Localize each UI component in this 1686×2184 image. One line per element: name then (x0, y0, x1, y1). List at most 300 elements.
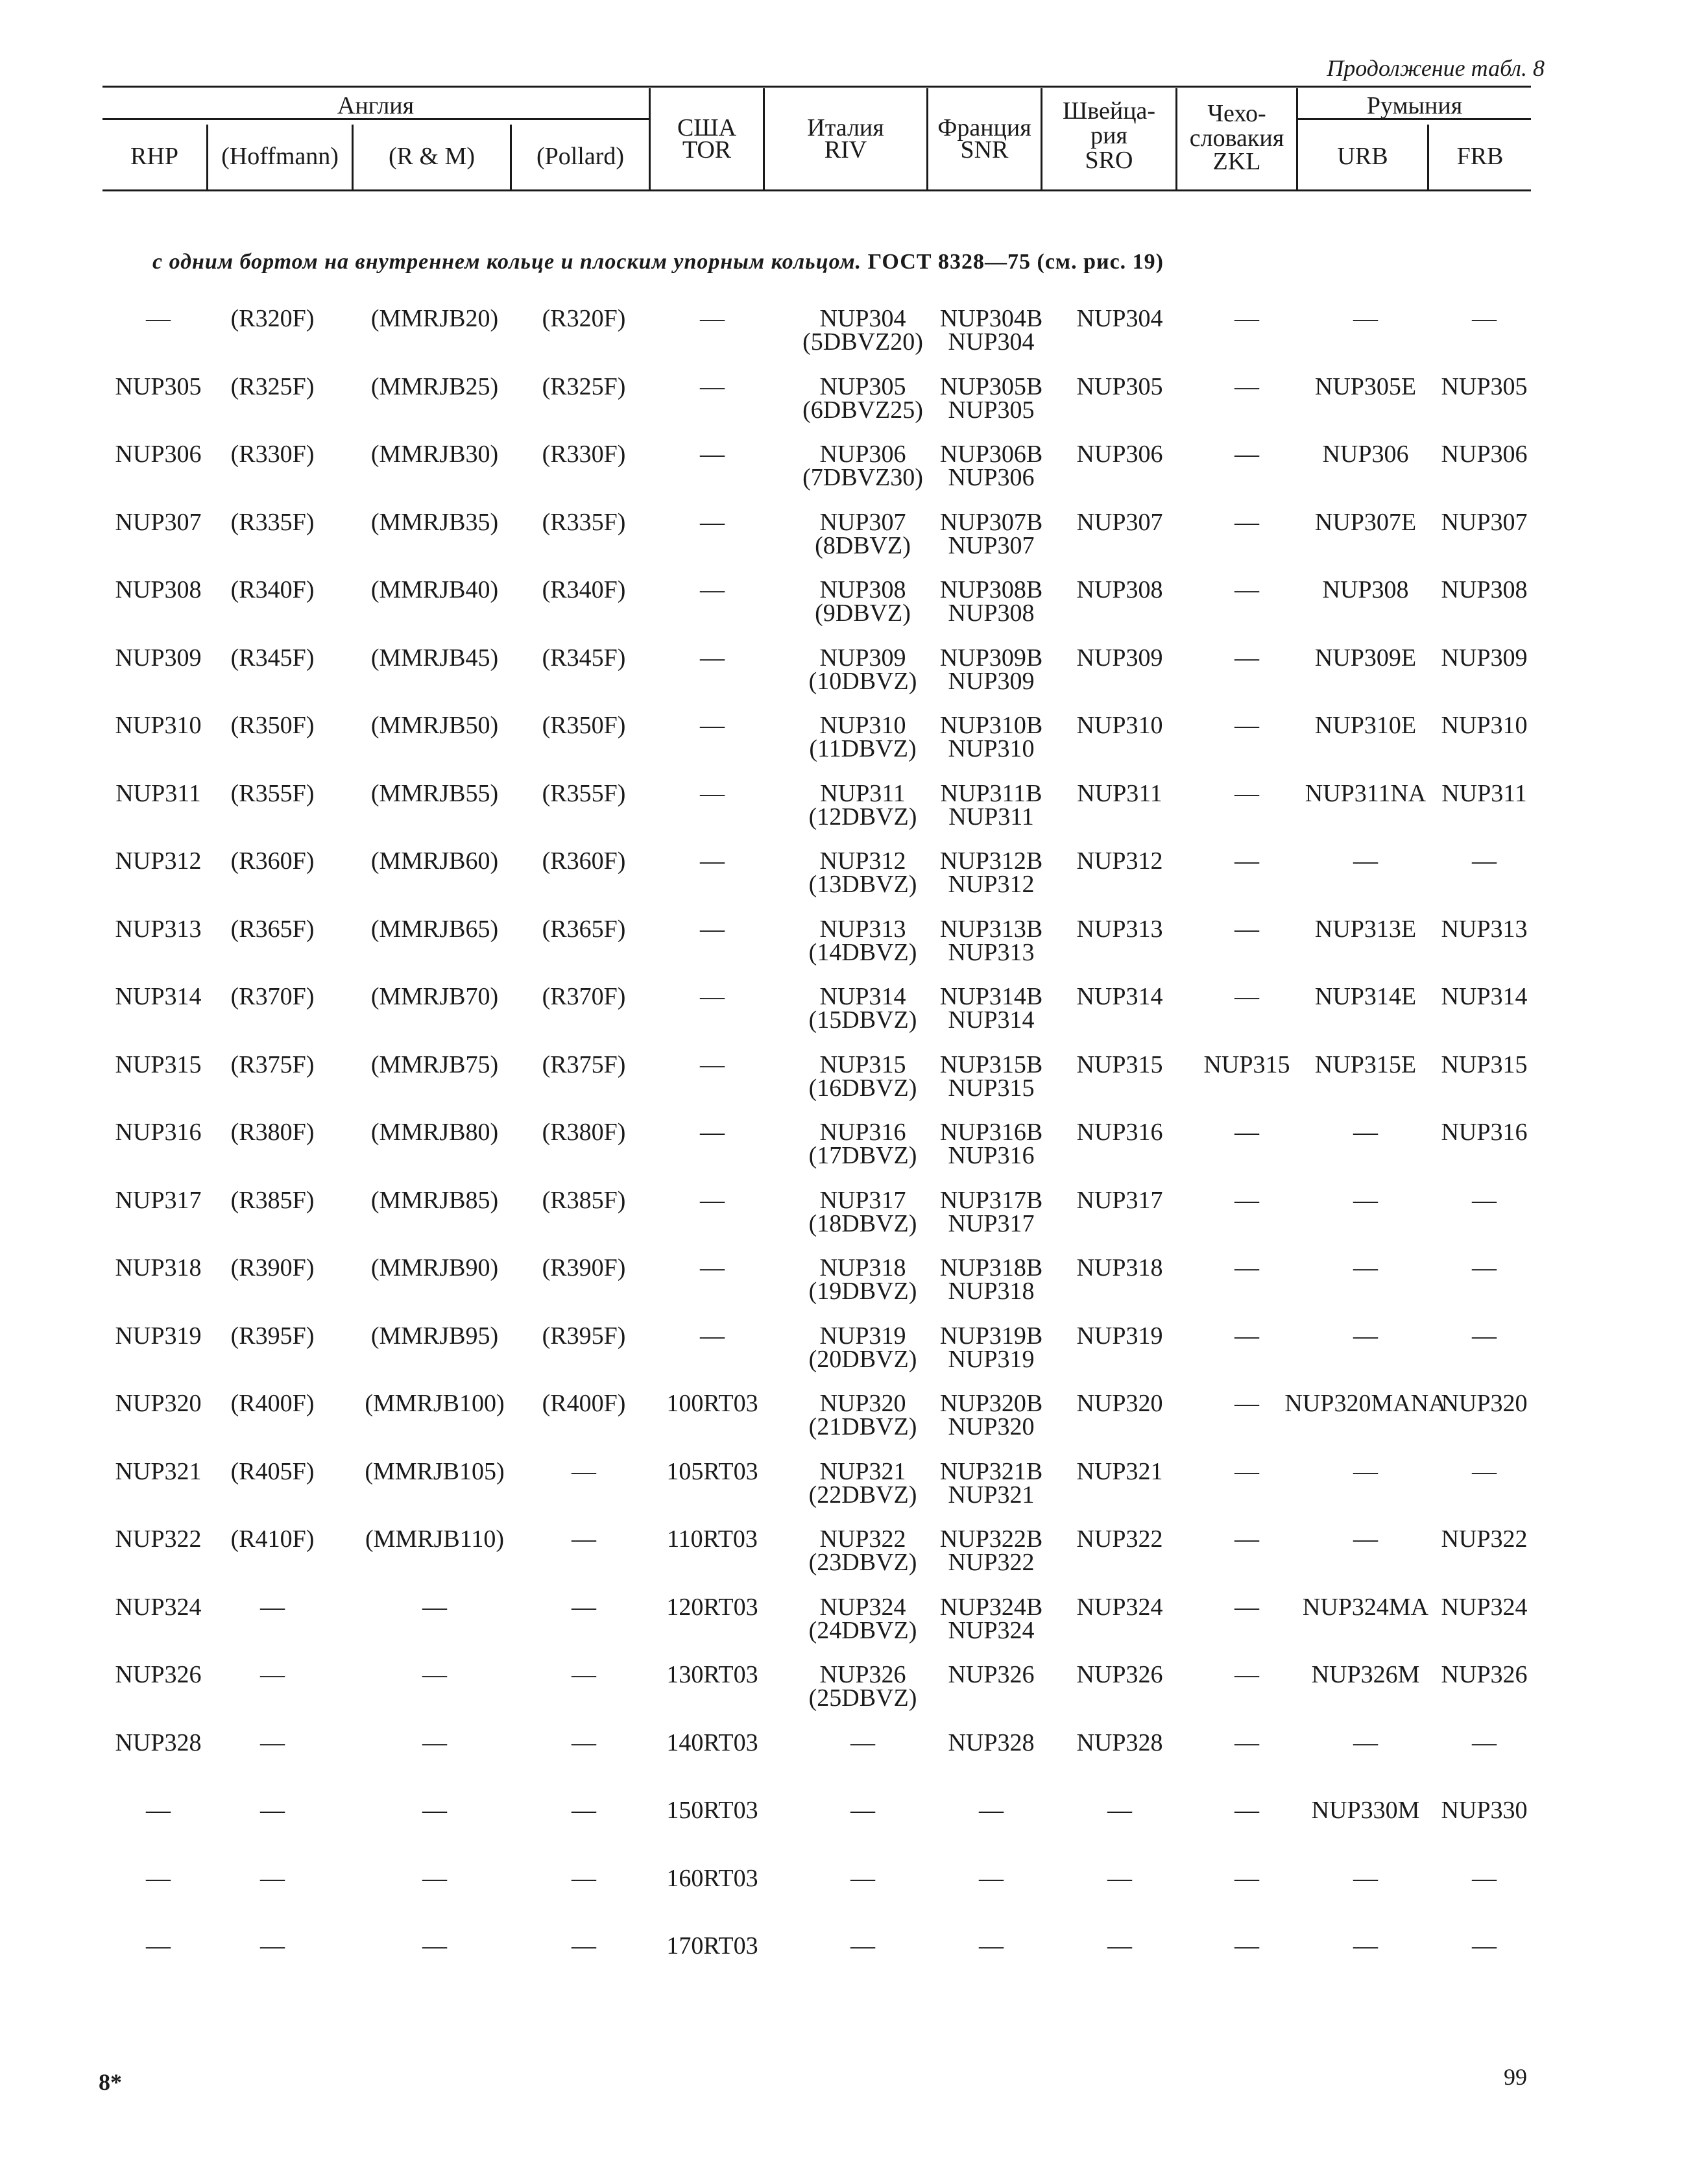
cell-snr: — (979, 1797, 1004, 1824)
cell-tor: 100RT03 (666, 1390, 758, 1417)
cell-zkl: — (1234, 847, 1259, 875)
cell-rm: — (422, 1594, 447, 1621)
cell-sro: NUP322 (1076, 1525, 1163, 1553)
cell-snr-line2: NUP304 (948, 328, 1035, 356)
cell-snr: NUP324B (939, 1594, 1043, 1621)
cell-zkl: — (1234, 644, 1259, 672)
cell-rm: (MMRJB20) (370, 305, 499, 332)
cell-riv-line2: (25DBVZ) (808, 1684, 917, 1712)
cell-frb: NUP307 (1441, 509, 1528, 536)
cell-hoff: (R395F) (230, 1322, 315, 1350)
cell-rhp: NUP307 (115, 509, 202, 536)
cell-hoff: — (260, 1729, 285, 1756)
cell-rm: (MMRJB50) (370, 712, 499, 739)
cell-pol: (R340F) (542, 576, 626, 603)
cell-hoff: (R410F) (230, 1525, 315, 1553)
cell-riv-line2: (9DBVZ) (815, 600, 911, 627)
cell-rhp: NUP313 (115, 916, 202, 943)
cell-snr-line2: NUP307 (948, 532, 1035, 559)
cell-frb: NUP310 (1441, 712, 1528, 739)
cell-hoff: — (260, 1797, 285, 1824)
signature-mark: 8* (99, 2069, 122, 2095)
cell-frb: NUP320 (1441, 1390, 1528, 1417)
cell-rhp: NUP310 (115, 712, 202, 739)
cell-rm: — (422, 1932, 447, 1960)
cell-riv-line2: (6DBVZ25) (802, 396, 923, 424)
cell-snr-line2: NUP321 (948, 1481, 1035, 1509)
cell-tor: — (700, 509, 725, 536)
cell-riv-line2: (13DBVZ) (808, 871, 917, 898)
cell-sro: NUP308 (1076, 576, 1163, 603)
page-number: 99 (1504, 2064, 1527, 2090)
cell-tor: — (700, 1187, 725, 1214)
cell-urb: NUP314E (1314, 983, 1417, 1010)
cell-sro: NUP317 (1076, 1187, 1163, 1214)
cell-snr-line2: NUP317 (948, 1210, 1035, 1237)
cell-sro: NUP319 (1076, 1322, 1163, 1350)
cell-frb: NUP330 (1441, 1797, 1528, 1824)
cell-hoff: (R335F) (230, 509, 315, 536)
cell-riv-line2: (15DBVZ) (808, 1006, 917, 1034)
cell-sro: — (1107, 1932, 1132, 1960)
cell-snr: NUP326 (948, 1661, 1035, 1688)
cell-rm: (MMRJB70) (370, 983, 499, 1010)
cell-hoff: (R385F) (230, 1187, 315, 1214)
cell-frb: — (1472, 305, 1497, 332)
cell-sro: NUP326 (1076, 1661, 1163, 1688)
cell-riv-line2: (17DBVZ) (808, 1142, 917, 1169)
cell-pol: — (572, 1729, 596, 1756)
cell-tor: — (700, 305, 725, 332)
cell-rhp: NUP306 (115, 441, 202, 468)
cell-zkl: — (1234, 916, 1259, 943)
cell-riv-line2: (23DBVZ) (808, 1549, 917, 1576)
cell-snr: NUP311B (940, 780, 1042, 807)
cell-frb: — (1472, 1729, 1497, 1756)
cell-rhp: — (146, 305, 171, 332)
cell-frb: — (1472, 1865, 1497, 1892)
cell-frb: NUP322 (1441, 1525, 1528, 1553)
cell-pol: (R355F) (542, 780, 626, 807)
cell-pol: (R380F) (542, 1119, 626, 1146)
cell-zkl: — (1234, 576, 1259, 603)
cell-snr-line2: NUP305 (948, 396, 1035, 424)
cell-rhp: NUP312 (115, 847, 202, 875)
cell-tor: — (700, 847, 725, 875)
header-zkl: ZKL (1212, 148, 1261, 175)
cell-pol: — (572, 1525, 596, 1553)
cell-rm: (MMRJB55) (370, 780, 499, 807)
cell-pol: — (572, 1458, 596, 1485)
cell-rhp: NUP308 (115, 576, 202, 603)
header-italy: Италия (807, 114, 884, 141)
cell-rhp: NUP324 (115, 1594, 202, 1621)
cell-urb: — (1353, 1187, 1378, 1214)
cell-sro: NUP316 (1076, 1119, 1163, 1146)
cell-zkl: — (1234, 1525, 1259, 1553)
cell-snr-line2: NUP311 (948, 803, 1034, 831)
cell-snr: NUP304B (939, 305, 1043, 332)
cell-riv: NUP312 (819, 847, 906, 875)
cell-riv: NUP324 (819, 1594, 906, 1621)
cell-riv: NUP319 (819, 1322, 906, 1350)
cell-hoff: (R340F) (230, 576, 315, 603)
cell-urb: NUP324MA (1302, 1594, 1429, 1621)
cell-rhp: — (146, 1932, 171, 1960)
cell-rhp: NUP305 (115, 373, 202, 400)
cell-snr: NUP321B (939, 1458, 1043, 1485)
cell-rhp: NUP318 (115, 1254, 202, 1281)
cell-urb: — (1353, 305, 1378, 332)
cell-rhp: NUP315 (115, 1051, 202, 1078)
cell-frb: NUP309 (1441, 644, 1528, 672)
cell-pol: (R400F) (542, 1390, 626, 1417)
cell-hoff: (R360F) (230, 847, 315, 875)
cell-frb: NUP326 (1441, 1661, 1528, 1688)
cell-zkl: — (1234, 441, 1259, 468)
header-england: Англия (337, 92, 415, 119)
cell-frb: — (1472, 1458, 1497, 1485)
cell-sro: NUP318 (1076, 1254, 1163, 1281)
header-czech-line1: Чехо- (1207, 100, 1266, 127)
cell-zkl: — (1234, 1187, 1259, 1214)
cell-riv-line2: (22DBVZ) (808, 1481, 917, 1509)
cell-snr: NUP305B (939, 373, 1043, 400)
header-urb: URB (1337, 143, 1388, 170)
cell-frb: — (1472, 1187, 1497, 1214)
cell-zkl: — (1234, 1119, 1259, 1146)
cell-frb: NUP314 (1441, 983, 1528, 1010)
cell-snr: NUP306B (939, 441, 1043, 468)
cell-riv: NUP305 (819, 373, 906, 400)
cell-hoff: (R405F) (230, 1458, 315, 1485)
cell-snr-line2: NUP312 (948, 871, 1035, 898)
cell-riv: NUP314 (819, 983, 906, 1010)
cell-urb: NUP330M (1311, 1797, 1420, 1824)
cell-rm: (MMRJB110) (365, 1525, 504, 1553)
cell-tor: 150RT03 (666, 1797, 758, 1824)
cell-zkl: — (1234, 780, 1259, 807)
cell-zkl: — (1234, 983, 1259, 1010)
cell-pol: (R350F) (542, 712, 626, 739)
cell-hoff: (R320F) (230, 305, 315, 332)
cell-snr: NUP316B (939, 1119, 1043, 1146)
cell-sro: NUP306 (1076, 441, 1163, 468)
header-france: Франция (937, 114, 1031, 141)
cell-hoff: (R355F) (230, 780, 315, 807)
header-usa: США (677, 114, 737, 141)
cell-snr: NUP318B (939, 1254, 1043, 1281)
cell-riv-line2: (8DBVZ) (815, 532, 911, 559)
cell-riv-line2: (20DBVZ) (808, 1346, 917, 1373)
cell-sro: NUP315 (1076, 1051, 1163, 1078)
cell-snr: — (979, 1865, 1004, 1892)
cell-rm: (MMRJB75) (370, 1051, 499, 1078)
cell-riv-line2: (24DBVZ) (808, 1617, 917, 1644)
cell-tor: — (700, 780, 725, 807)
cell-hoff: — (260, 1932, 285, 1960)
cell-riv: — (850, 1932, 875, 1960)
cell-rhp: NUP319 (115, 1322, 202, 1350)
cell-urb: — (1353, 1865, 1378, 1892)
cell-riv-line2: (21DBVZ) (808, 1413, 917, 1440)
cell-riv: — (850, 1729, 875, 1756)
cell-tor: — (700, 1119, 725, 1146)
cell-snr-line2: NUP318 (948, 1278, 1035, 1305)
cell-riv: NUP321 (819, 1458, 906, 1485)
cell-snr: NUP322B (939, 1525, 1043, 1553)
cell-hoff: — (260, 1661, 285, 1688)
cell-snr: NUP313B (939, 916, 1043, 943)
header-snr: SNR (960, 136, 1009, 164)
cell-pol: (R330F) (542, 441, 626, 468)
cell-riv: NUP315 (819, 1051, 906, 1078)
cell-pol: (R370F) (542, 983, 626, 1010)
cell-frb: NUP308 (1441, 576, 1528, 603)
header-tor: TOR (682, 136, 732, 164)
cell-pol: (R375F) (542, 1051, 626, 1078)
cell-sro: NUP328 (1076, 1729, 1163, 1756)
section-title (152, 250, 1164, 274)
cell-tor: — (700, 712, 725, 739)
cell-urb: NUP306 (1322, 441, 1409, 468)
cell-rm: (MMRJB40) (370, 576, 499, 603)
cell-snr-line2: NUP322 (948, 1549, 1035, 1576)
cell-pol: — (572, 1661, 596, 1688)
cell-tor: — (700, 1322, 725, 1350)
cell-pol: (R325F) (542, 373, 626, 400)
cell-hoff: (R325F) (230, 373, 315, 400)
cell-riv-line2: (11DBVZ) (809, 735, 917, 762)
cell-sro: NUP305 (1076, 373, 1163, 400)
cell-snr-line2: NUP320 (948, 1413, 1035, 1440)
cell-hoff: (R365F) (230, 916, 315, 943)
cell-zkl: — (1234, 1322, 1259, 1350)
cell-hoff: (R330F) (230, 441, 315, 468)
cell-pol: (R395F) (542, 1322, 626, 1350)
cell-sro: — (1107, 1865, 1132, 1892)
cell-zkl: — (1234, 1661, 1259, 1688)
header-sro: SRO (1085, 147, 1133, 174)
cell-pol: — (572, 1932, 596, 1960)
cell-pol: (R390F) (542, 1254, 626, 1281)
cell-snr: NUP307B (939, 509, 1043, 536)
cell-pol: (R335F) (542, 509, 626, 536)
cell-snr-line2: NUP306 (948, 464, 1035, 491)
cell-tor: — (700, 983, 725, 1010)
cell-snr: NUP317B (939, 1187, 1043, 1214)
cell-hoff: — (260, 1594, 285, 1621)
cell-urb: NUP313E (1314, 916, 1417, 943)
cell-snr-line2: NUP324 (948, 1617, 1035, 1644)
cell-pol: (R385F) (542, 1187, 626, 1214)
cell-snr: NUP312B (939, 847, 1043, 875)
cell-frb: NUP311 (1441, 780, 1527, 807)
section-gost-reference: ГОСТ 8328—75 (см. рис. 19) (867, 250, 1164, 274)
cell-urb: NUP305E (1314, 373, 1417, 400)
cell-tor: — (700, 373, 725, 400)
cell-rhp: — (146, 1865, 171, 1892)
cell-zkl: — (1234, 1390, 1259, 1417)
cell-tor: 110RT03 (667, 1525, 758, 1553)
cell-urb: NUP309E (1314, 644, 1417, 672)
cell-sro: NUP320 (1076, 1390, 1163, 1417)
cell-hoff: (R370F) (230, 983, 315, 1010)
cell-riv: NUP310 (819, 712, 906, 739)
cell-frb: — (1472, 1932, 1497, 1960)
cell-tor: — (700, 441, 725, 468)
cell-sro: NUP309 (1076, 644, 1163, 672)
cell-snr: NUP310B (939, 712, 1043, 739)
cell-sro: NUP310 (1076, 712, 1163, 739)
cell-snr-line2: NUP309 (948, 668, 1035, 695)
cell-rm: (MMRJB100) (365, 1390, 505, 1417)
cell-zkl: — (1234, 373, 1259, 400)
cell-riv: NUP308 (819, 576, 906, 603)
cell-frb: NUP324 (1441, 1594, 1528, 1621)
cell-rhp: NUP320 (115, 1390, 202, 1417)
cell-rhp: NUP321 (115, 1458, 202, 1485)
cell-tor: — (700, 1051, 725, 1078)
cell-tor: 120RT03 (666, 1594, 758, 1621)
cell-frb: — (1472, 1322, 1497, 1350)
cell-urb: — (1353, 1932, 1378, 1960)
header-swiss-line2: рия (1090, 122, 1127, 149)
cell-pol: — (572, 1865, 596, 1892)
cell-rm: (MMRJB80) (370, 1119, 499, 1146)
cell-riv: NUP318 (819, 1254, 906, 1281)
cell-frb: NUP316 (1441, 1119, 1528, 1146)
header-bottom-rule (102, 189, 1531, 191)
cell-tor: — (700, 916, 725, 943)
cell-tor: 130RT03 (666, 1661, 758, 1688)
cell-rm: (MMRJB105) (365, 1458, 505, 1485)
cell-rm: — (422, 1797, 447, 1824)
cell-rm: (MMRJB35) (370, 509, 499, 536)
cell-urb: — (1353, 1729, 1378, 1756)
cell-zkl: — (1234, 1797, 1259, 1824)
cell-zkl: — (1234, 1594, 1259, 1621)
cell-pol: (R345F) (542, 644, 626, 672)
header-czech-line2: словакия (1189, 125, 1284, 152)
cell-snr-line2: NUP315 (948, 1074, 1035, 1102)
cell-hoff: (R375F) (230, 1051, 315, 1078)
cell-rhp: NUP309 (115, 644, 202, 672)
cell-rm: — (422, 1729, 447, 1756)
cell-snr: NUP328 (948, 1729, 1035, 1756)
cell-sro: NUP312 (1076, 847, 1163, 875)
cell-frb: NUP315 (1441, 1051, 1528, 1078)
cell-rhp: NUP326 (115, 1661, 202, 1688)
cell-riv: NUP326 (819, 1661, 906, 1688)
header-pollard: (Pollard) (536, 143, 625, 170)
header-frb: FRB (1456, 143, 1504, 170)
cell-riv: NUP313 (819, 916, 906, 943)
cell-frb: NUP305 (1441, 373, 1528, 400)
cell-zkl: — (1234, 1458, 1259, 1485)
header-top-rule (102, 86, 1531, 88)
cell-frb: NUP313 (1441, 916, 1528, 943)
cell-snr-line2: NUP310 (948, 735, 1035, 762)
cell-riv-line2: (16DBVZ) (808, 1074, 917, 1102)
cell-urb: — (1353, 1254, 1378, 1281)
cell-zkl: — (1234, 1865, 1259, 1892)
cell-rm: (MMRJB90) (370, 1254, 499, 1281)
cell-snr: NUP315B (939, 1051, 1043, 1078)
cell-tor: 170RT03 (666, 1932, 758, 1960)
cell-hoff: (R380F) (230, 1119, 315, 1146)
cell-snr: NUP319B (939, 1322, 1043, 1350)
cell-riv: NUP320 (819, 1390, 906, 1417)
cell-rhp: NUP317 (115, 1187, 202, 1214)
cell-snr: NUP308B (939, 576, 1043, 603)
cell-tor: 140RT03 (666, 1729, 758, 1756)
cell-riv-line2: (5DBVZ20) (802, 328, 923, 356)
cell-frb: — (1472, 847, 1497, 875)
cell-riv: NUP316 (819, 1119, 906, 1146)
cell-urb: NUP320MANA (1284, 1390, 1447, 1417)
header-romania: Румыния (1366, 92, 1463, 119)
cell-riv: NUP309 (819, 644, 906, 672)
cell-pol: — (572, 1797, 596, 1824)
cell-sro: NUP311 (1077, 780, 1162, 807)
cell-riv: — (850, 1865, 875, 1892)
cell-rhp: NUP328 (115, 1729, 202, 1756)
cell-sro: NUP304 (1076, 305, 1163, 332)
cell-riv: NUP317 (819, 1187, 906, 1214)
cell-rm: (MMRJB25) (370, 373, 499, 400)
cell-riv: — (850, 1797, 875, 1824)
cell-urb: — (1353, 1525, 1378, 1553)
cell-urb: — (1353, 1458, 1378, 1485)
cell-urb: NUP308 (1322, 576, 1409, 603)
cell-riv-line2: (19DBVZ) (808, 1278, 917, 1305)
cell-pol: — (572, 1594, 596, 1621)
cell-rm: — (422, 1661, 447, 1688)
cell-frb: NUP306 (1441, 441, 1528, 468)
cell-rhp: NUP322 (115, 1525, 202, 1553)
cell-urb: NUP315E (1314, 1051, 1417, 1078)
cell-zkl: — (1234, 1254, 1259, 1281)
cell-sro: NUP324 (1076, 1594, 1163, 1621)
cell-sro: NUP313 (1076, 916, 1163, 943)
cell-zkl: — (1234, 1729, 1259, 1756)
cell-tor: — (700, 1254, 725, 1281)
cell-sro: — (1107, 1797, 1132, 1824)
cell-zkl: — (1234, 1932, 1259, 1960)
cell-riv: NUP306 (819, 441, 906, 468)
cell-snr: NUP320B (939, 1390, 1043, 1417)
cell-snr: NUP314B (939, 983, 1043, 1010)
cell-hoff: (R390F) (230, 1254, 315, 1281)
cell-rm: (MMRJB95) (370, 1322, 499, 1350)
cell-riv-line2: (10DBVZ) (808, 668, 917, 695)
cell-rhp: — (146, 1797, 171, 1824)
header-hoffmann: (Hoffmann) (221, 143, 339, 170)
cell-rm: (MMRJB85) (370, 1187, 499, 1214)
cell-zkl: NUP315 (1203, 1051, 1290, 1078)
header-swiss-line1: Швейца- (1062, 97, 1156, 125)
cell-pol: (R320F) (542, 305, 626, 332)
cell-urb: NUP311NA (1305, 780, 1427, 807)
cell-riv-line2: (18DBVZ) (808, 1210, 917, 1237)
section-title-text: с одним бортом на внутреннем кольце и плоским упорным кольцом. (152, 250, 862, 274)
cell-snr-line2: NUP313 (948, 939, 1035, 966)
cell-riv: NUP322 (819, 1525, 906, 1553)
cell-snr-line2: NUP319 (948, 1346, 1035, 1373)
cell-rm: (MMRJB60) (370, 847, 499, 875)
cell-rm: — (422, 1865, 447, 1892)
